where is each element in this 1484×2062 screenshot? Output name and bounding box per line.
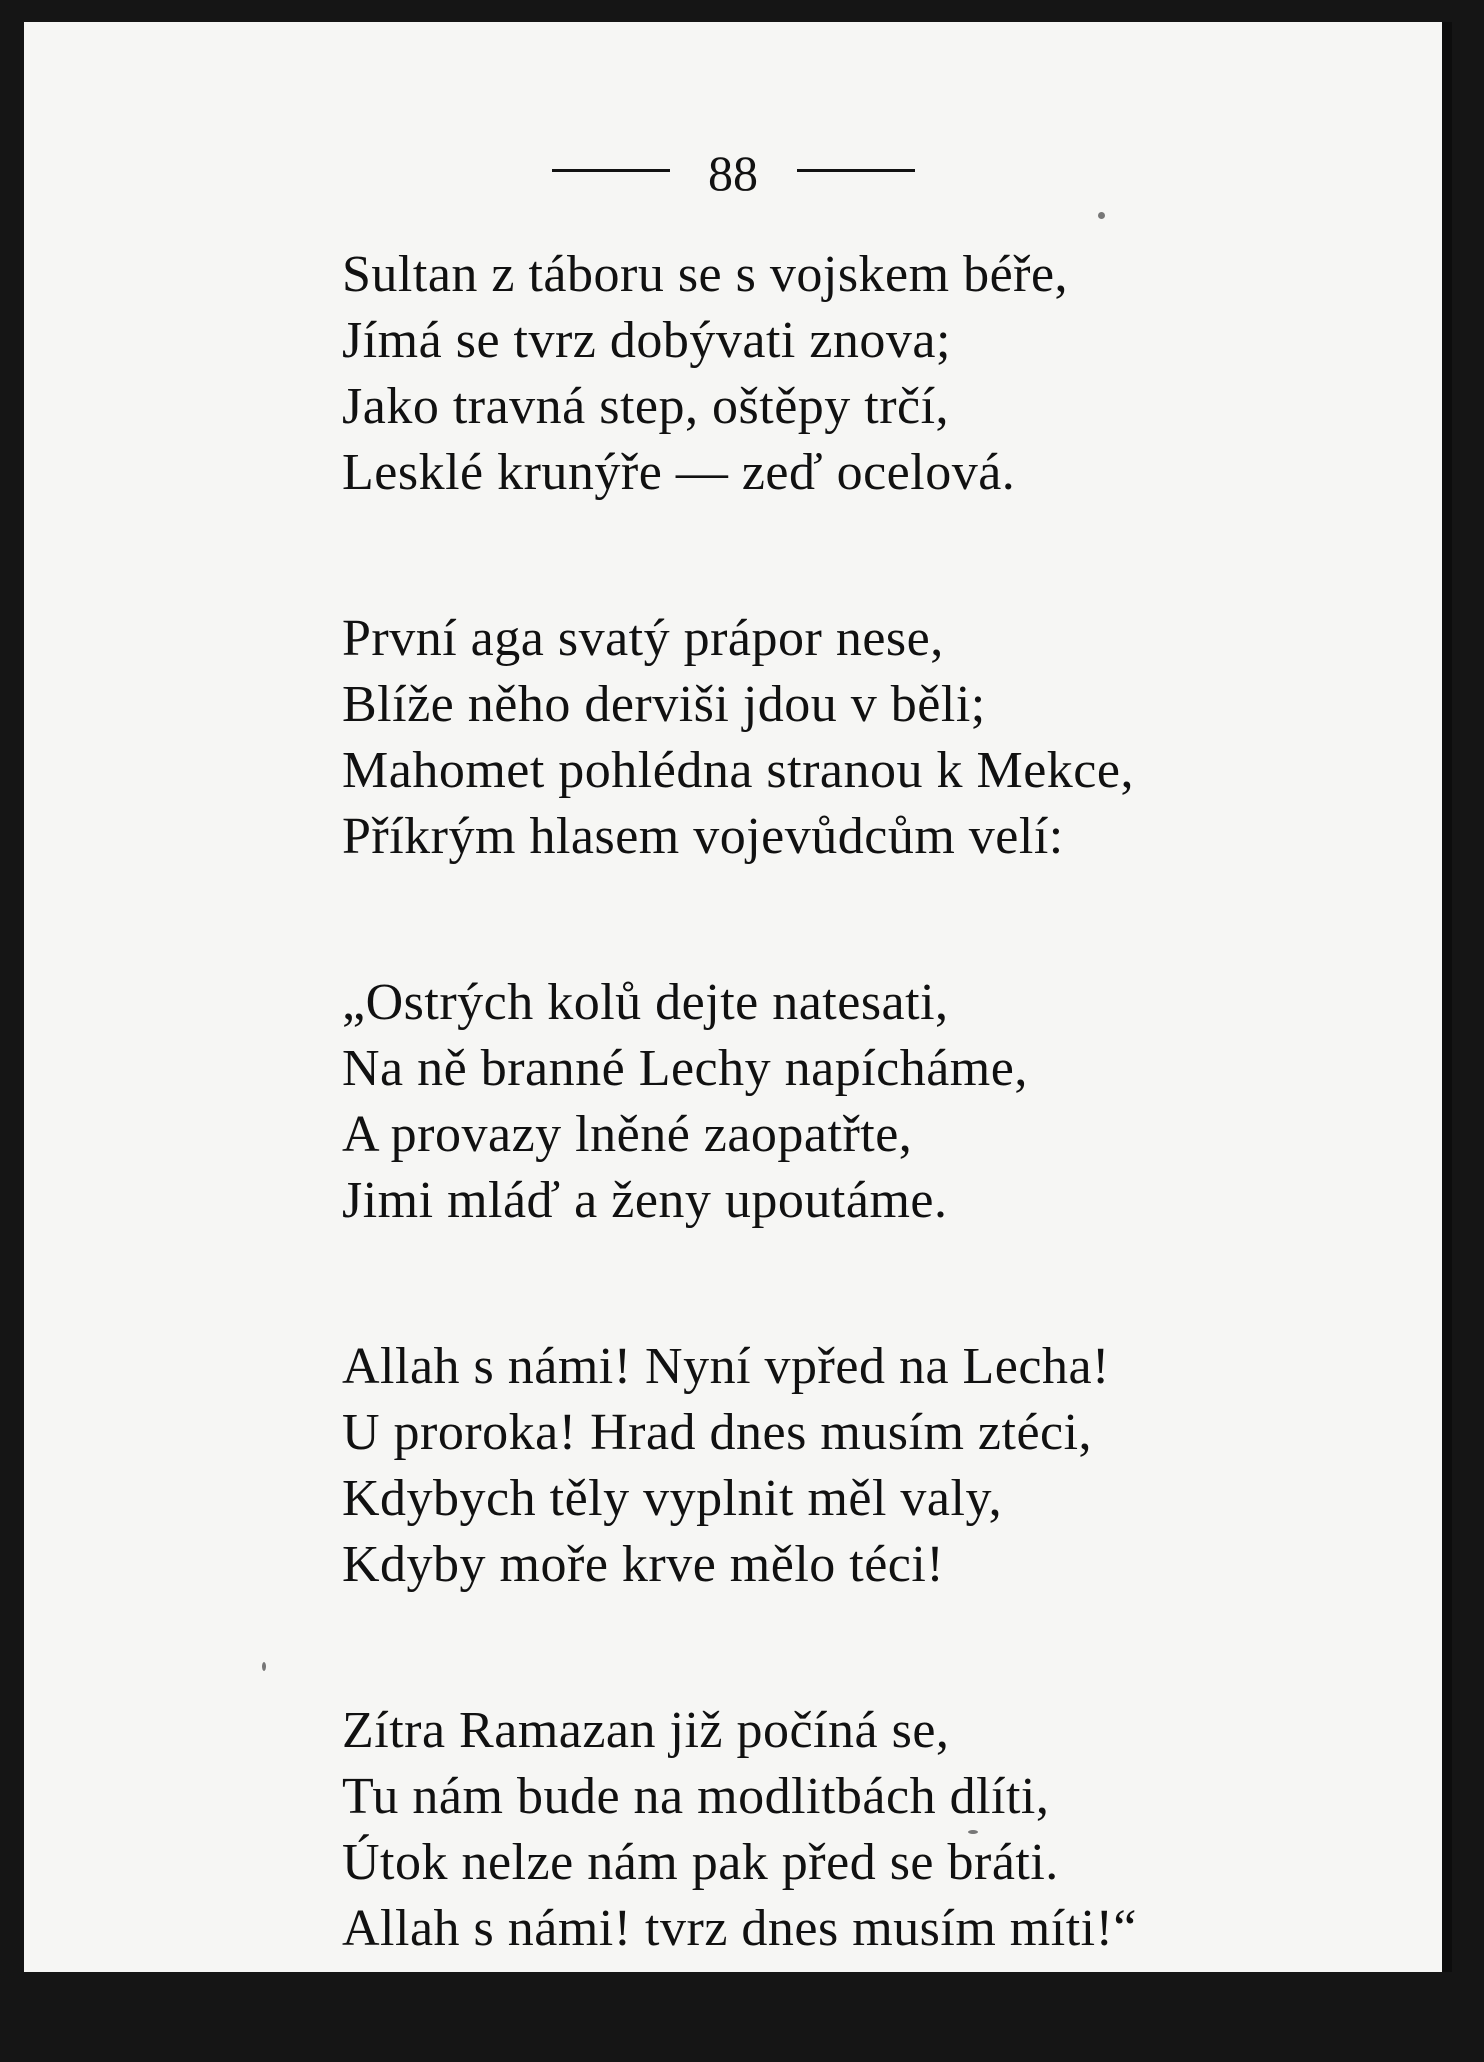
poem-line: Zítra Ramazan již počíná se, — [342, 1702, 950, 1759]
header-rule-right — [797, 169, 915, 172]
paper-speck — [1098, 212, 1105, 219]
paper-speck — [968, 1830, 978, 1834]
page-number: 88 — [708, 144, 758, 201]
poem-line: Útok nelze nám pak před se bráti. — [342, 1834, 1059, 1891]
stanza-2 — [342, 606, 1362, 870]
poem-line: U proroka! Hrad dnes musím ztéci, — [342, 1404, 1093, 1461]
stanza-1 — [342, 242, 1362, 506]
poem-line: Jimi mláď a ženy upoutáme. — [342, 1172, 948, 1229]
poem-line: Jímá se tvrz dobývati znova; — [342, 312, 951, 369]
poem-line: První aga svatý prápor nese, — [342, 610, 944, 667]
poem-line: Kdybych těly vyplnit měl valy, — [342, 1470, 1003, 1527]
page-header — [24, 138, 1442, 201]
poem-line: Blíže něho derviši jdou v běli; — [342, 676, 986, 733]
poem-line: „Ostrých kolů dejte natesati, — [342, 974, 949, 1031]
header-rule-left — [552, 169, 670, 172]
poem-line: A provazy lněné zaopatřte, — [342, 1106, 913, 1163]
poem — [342, 242, 1362, 2062]
paper-speck — [262, 1662, 266, 1671]
stanza-5 — [342, 1698, 1362, 1962]
poem-line: Allah s námi! tvrz dnes musím míti!“ — [342, 1900, 1137, 1957]
poem-line: Na ně branné Lechy napícháme, — [342, 1040, 1028, 1097]
poem-line: Sultan z táboru se s vojskem béře, — [342, 246, 1069, 303]
poem-line: Příkrým hlasem vojevůdcům velí: — [342, 808, 1064, 865]
poem-line: Allah s námi! Nyní vpřed na Lecha! — [342, 1338, 1110, 1395]
book-page — [24, 22, 1452, 1972]
poem-line: Tu nám bude na modlitbách dlíti, — [342, 1768, 1050, 1825]
stanza-4 — [342, 1334, 1362, 1598]
poem-line: Kdyby moře krve mělo téci! — [342, 1536, 945, 1593]
poem-line: Lesklé krunýře — zeď ocelová. — [342, 444, 1016, 501]
poem-line: Mahomet pohlédna stranou k Mekce, — [342, 742, 1134, 799]
stanza-3 — [342, 970, 1362, 1234]
poem-line: Jako travná step, oštěpy trčí, — [342, 378, 950, 435]
